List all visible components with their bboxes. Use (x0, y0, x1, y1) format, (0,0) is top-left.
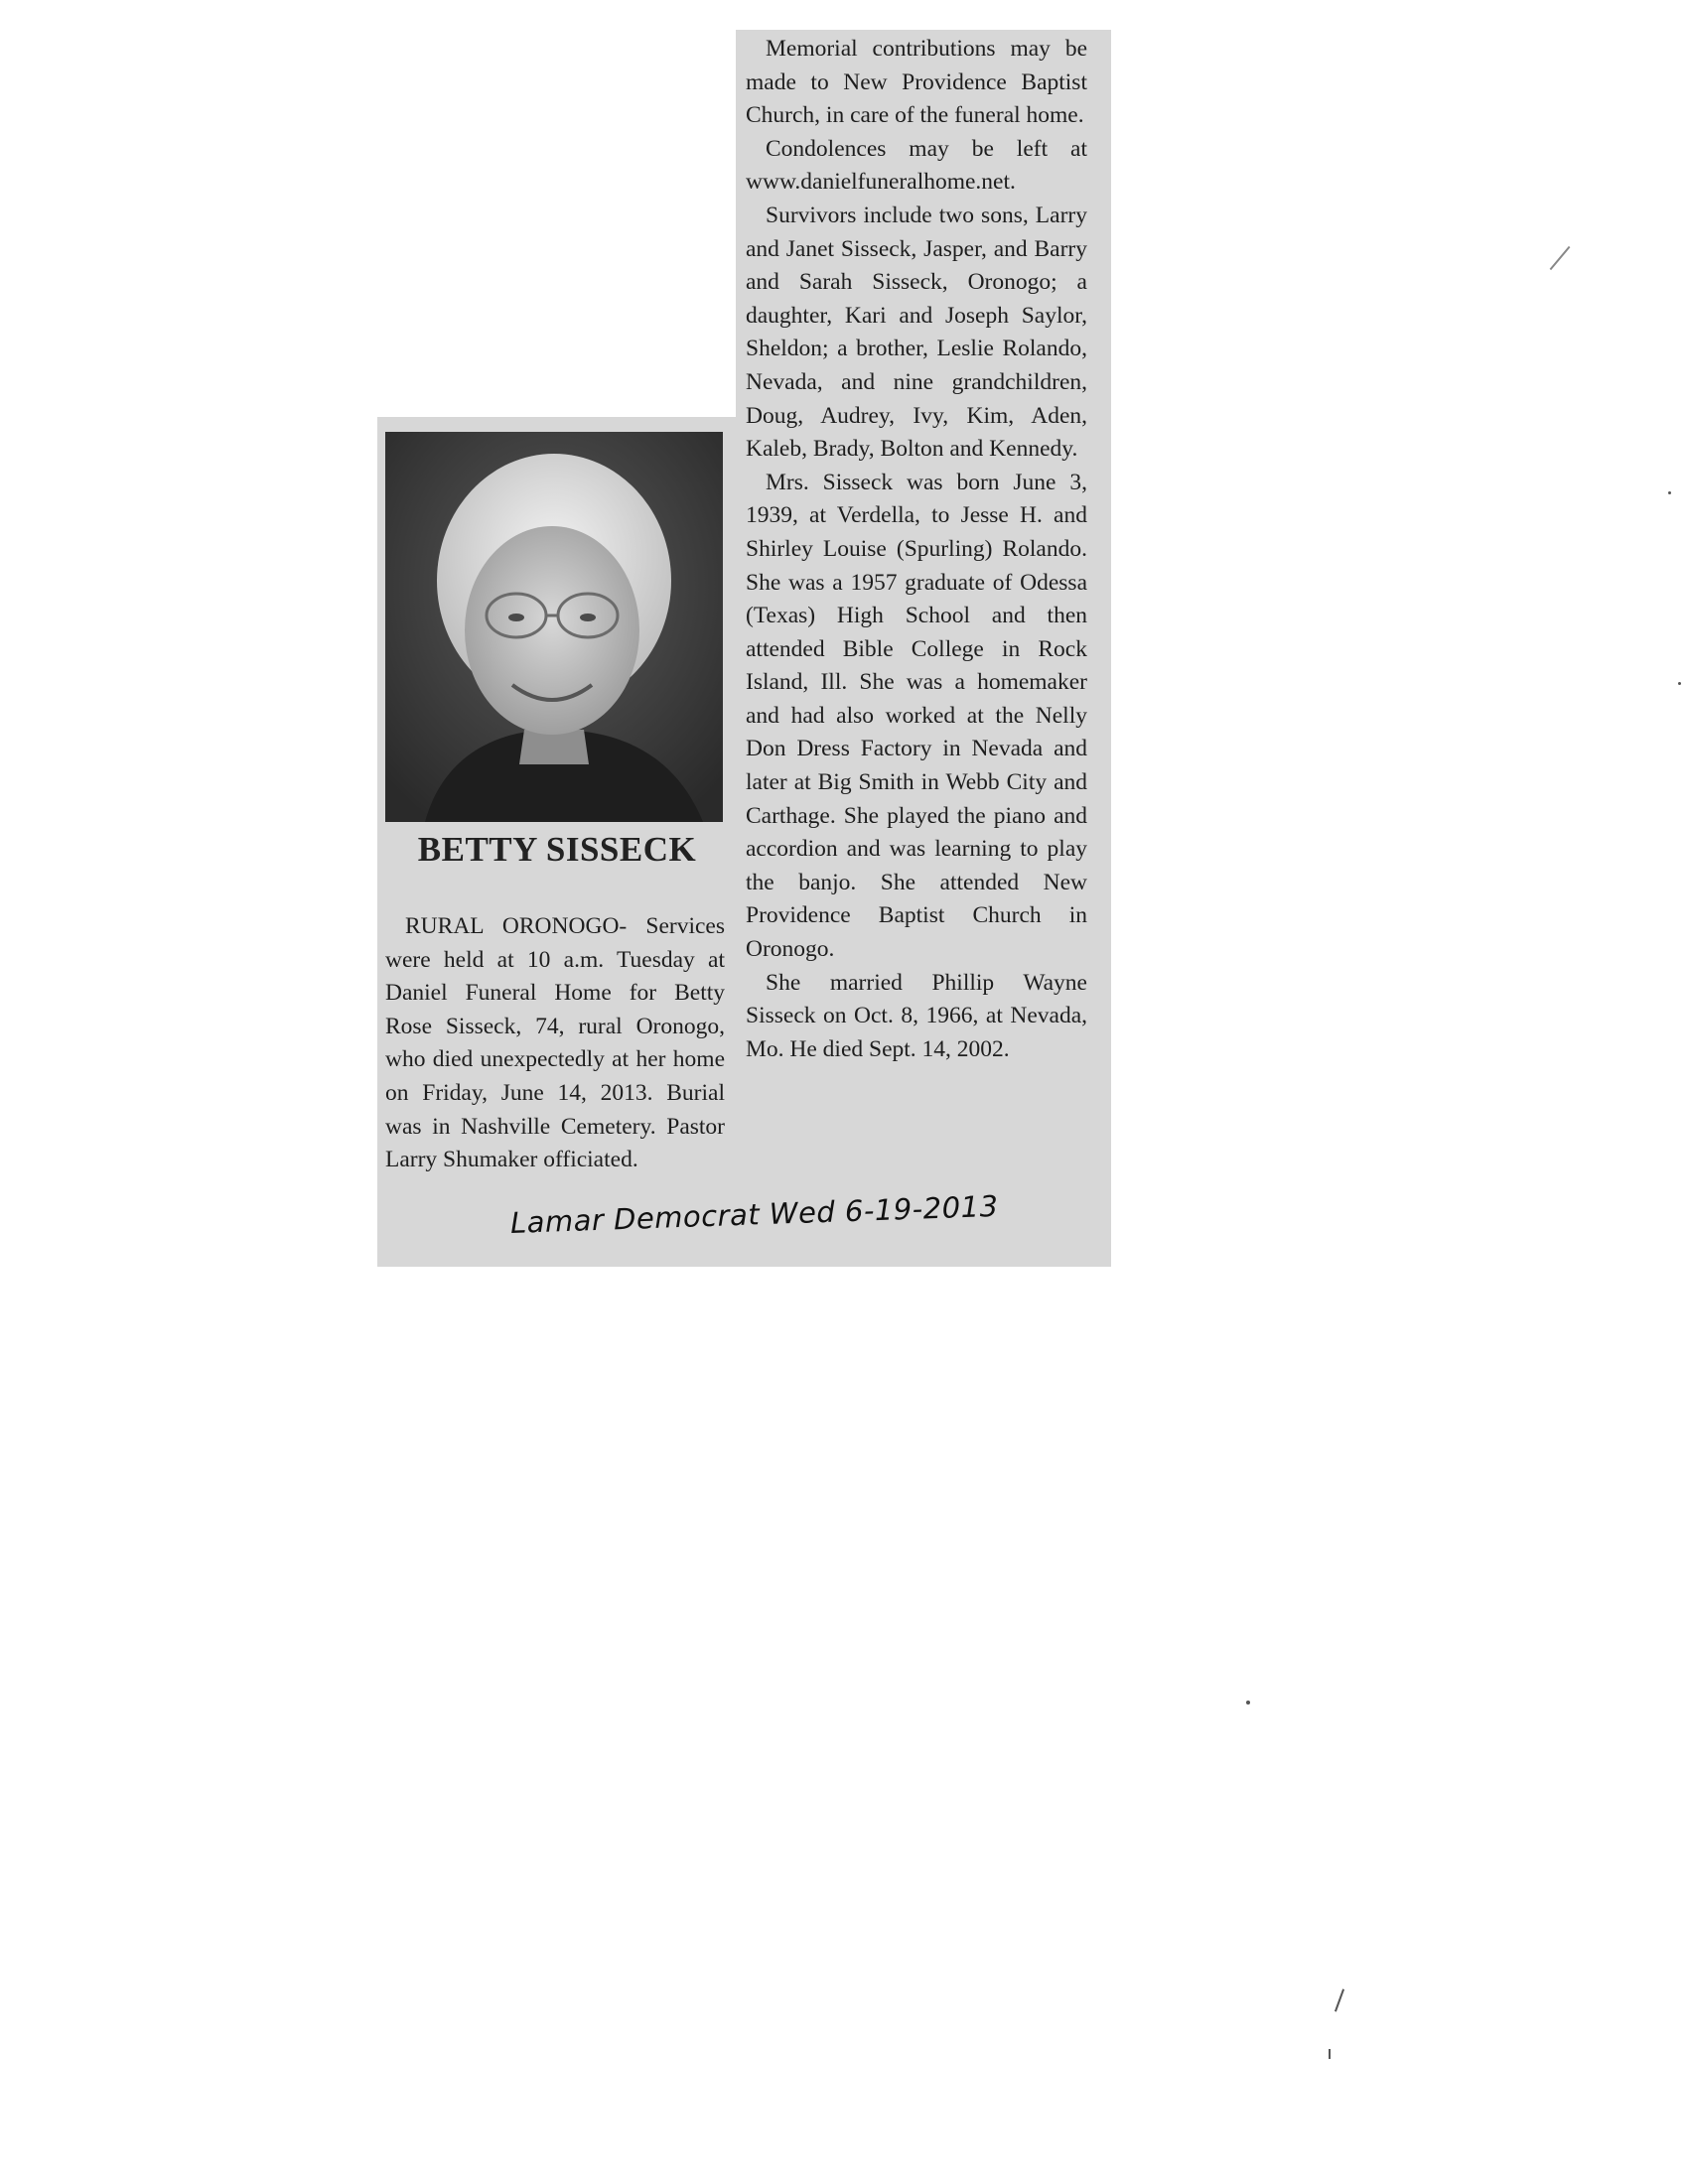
scan-speck (1335, 1988, 1344, 2011)
obituary-text-left-column (385, 910, 725, 1177)
scan-speck (1329, 2049, 1331, 2059)
paragraph-biography: Mrs. Sisseck was born June 3, 1939, at Verdella, to Jesse H. and Shirley Louise (Spurling) Rolando. She was a 1957 graduate of Odessa (Texas) High School and then attended Bible College in Rock Island, Ill. She was a homemaker and had also worked at the Nelly Don Dress Factory in Nevada and later at Big Smith in Webb City and Carthage. She played the piano and accordion and was learning to play the banjo. She attended New Providence Baptist Church in Oronogo. (746, 469, 1087, 963)
paragraph-survivors: Survivors include two sons, Larry and Janet Sisseck, Jasper, and Barry and Sarah Sisseck, Oronogo; a daughter, Kari and Joseph Saylor, Sheldon; a brother, Leslie Rolando, Nevada, and nine grandchildren, Doug, Audrey, Ivy, Kim, Aden, Kaleb, Brady, Bolton and Kennedy. (746, 202, 1087, 463)
obituary-text-right-column (746, 33, 1087, 1066)
scan-speck (1550, 246, 1571, 270)
scan-speck (1668, 491, 1671, 494)
paragraph-memorial: Memorial contributions may be made to New Providence Baptist Church, in care of the funeral home. (746, 36, 1087, 129)
paragraph-services: RURAL ORONOGO- Services were held at 10 a.m. Tuesday at Daniel Funeral Home for Betty Rose Sisseck, 74, rural Oronogo, who died unexpectedly at her home on Friday, June 14, 2013. Burial was in Nashville Cemetery. Pastor Larry Shumaker officiated. (385, 913, 725, 1173)
scan-speck (1246, 1701, 1250, 1705)
obituary-name-headline: BETTY SISSECK (417, 830, 697, 869)
portrait-photo (385, 432, 723, 822)
paragraph-condolences: Condolences may be left at www.danielfuneralhome.net. (746, 135, 1087, 196)
paragraph-marriage: She married Phillip Wayne Sisseck on Oct. 8, 1966, at Nevada, Mo. He died Sept. 14, 2002. (746, 969, 1087, 1062)
scan-speck (1678, 682, 1681, 685)
handwritten-source-note: Lamar Democrat Wed 6-19-2013 (509, 1188, 1000, 1240)
